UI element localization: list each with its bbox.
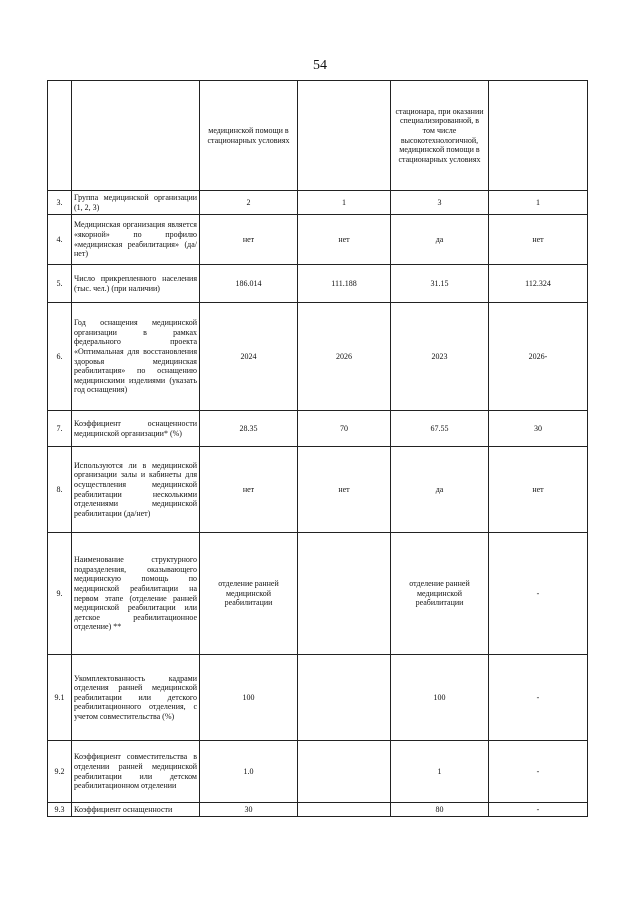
row-value-4: 2026-	[489, 303, 588, 411]
row-value-1: 100	[200, 655, 298, 741]
table-row	[48, 265, 588, 303]
row-value-1: 2024	[200, 303, 298, 411]
row-description: Медицинская организация является «якорной» по профилю «медицинская реабилитация» (да/нет)	[72, 215, 200, 265]
header-cell-1	[48, 81, 72, 191]
row-value-4: 30	[489, 411, 588, 447]
row-value-3: 67.55	[391, 411, 489, 447]
page-number: 54	[313, 58, 327, 73]
row-value-1: 30	[200, 803, 298, 817]
row-description: Группа медицинской организации (1, 2, 3)	[72, 191, 200, 215]
row-value-2	[298, 533, 391, 655]
row-value-2: 70	[298, 411, 391, 447]
row-number: 9.	[48, 533, 72, 655]
row-description: Коэффициент оснащенности медицинской организации* (%)	[72, 411, 200, 447]
row-value-1: нет	[200, 447, 298, 533]
table-row	[48, 191, 588, 215]
row-value-1: отделение ранней медицинской реабилитации	[200, 533, 298, 655]
row-description: Коэффициент совместительства в отделении ранней медицинской реабилитации или детском реабилитационном отделении	[72, 741, 200, 803]
row-value-4: 1	[489, 191, 588, 215]
row-value-2: 111.188	[298, 265, 391, 303]
row-value-3: 2023	[391, 303, 489, 411]
row-description: Используются ли в медицинской организации залы и кабинеты для осуществления медицинской реабилитации несколькими отделениями медицинской реабилитации (да/нет)	[72, 447, 200, 533]
table-row	[48, 303, 588, 411]
table-row	[48, 655, 588, 741]
row-value-3: 80	[391, 803, 489, 817]
row-value-3: 1	[391, 741, 489, 803]
row-number: 9.1	[48, 655, 72, 741]
row-value-3: 3	[391, 191, 489, 215]
row-description: Наименование структурного подразделения, оказывающего медицинскую помощь по медицинской реабилитации на первом этапе (отделение ранней медицинской реабилитации или детское реабилитационное отделение) **	[72, 533, 200, 655]
row-description: Год оснащения медицинской организации в рамках федерального проекта «Оптимальная для восстановления здоровья медицинская реабилитация» по оснащению медицинскими изделиями (указать год оснащения)	[72, 303, 200, 411]
row-number: 3.	[48, 191, 72, 215]
row-number: 6.	[48, 303, 72, 411]
row-value-3: 31.15	[391, 265, 489, 303]
table-row	[48, 215, 588, 265]
table-row	[48, 533, 588, 655]
row-description: Укомплектованность кадрами отделения ранней медицинской реабилитации или детского реабилитационного отделения, с учетом совместительства (%)	[72, 655, 200, 741]
row-description: Число прикрепленного населения (тыс. чел.) (при наличии)	[72, 265, 200, 303]
row-value-4: 112.324	[489, 265, 588, 303]
table-row	[48, 447, 588, 533]
table-row	[48, 803, 588, 817]
row-number: 8.	[48, 447, 72, 533]
row-value-3: да	[391, 447, 489, 533]
row-value-1: 28.35	[200, 411, 298, 447]
header-cell-6	[489, 81, 588, 191]
row-value-4: нет	[489, 215, 588, 265]
row-value-4: нет	[489, 447, 588, 533]
row-value-2	[298, 655, 391, 741]
row-value-1: 1.0	[200, 741, 298, 803]
row-value-2	[298, 803, 391, 817]
row-value-2: 1	[298, 191, 391, 215]
row-value-1: 186.014	[200, 265, 298, 303]
row-number: 5.	[48, 265, 72, 303]
row-value-3: отделение ранней медицинской реабилитации	[391, 533, 489, 655]
row-value-4: -	[489, 533, 588, 655]
row-value-3: да	[391, 215, 489, 265]
row-description: Коэффициент оснащенности	[72, 803, 200, 817]
row-value-4: -	[489, 655, 588, 741]
row-value-4: -	[489, 803, 588, 817]
header-cell-2	[72, 81, 200, 191]
data-table	[47, 80, 588, 817]
row-value-3: 100	[391, 655, 489, 741]
header-cell-4	[298, 81, 391, 191]
row-value-4: -	[489, 741, 588, 803]
row-number: 9.2	[48, 741, 72, 803]
row-value-1: 2	[200, 191, 298, 215]
row-value-2	[298, 741, 391, 803]
header-cell-3: медицинской помощи в стационарных условиях	[200, 81, 298, 191]
row-value-2: нет	[298, 215, 391, 265]
table-row	[48, 741, 588, 803]
table-header-row	[48, 81, 588, 191]
row-value-2: 2026	[298, 303, 391, 411]
header-cell-5: стационара, при оказании специализированной, в том числе высокотехнологичной, медицинской помощи в стационарных условиях	[391, 81, 489, 191]
row-number: 7.	[48, 411, 72, 447]
row-number: 9.3	[48, 803, 72, 817]
row-value-2: нет	[298, 447, 391, 533]
table-row	[48, 411, 588, 447]
row-value-1: нет	[200, 215, 298, 265]
row-number: 4.	[48, 215, 72, 265]
